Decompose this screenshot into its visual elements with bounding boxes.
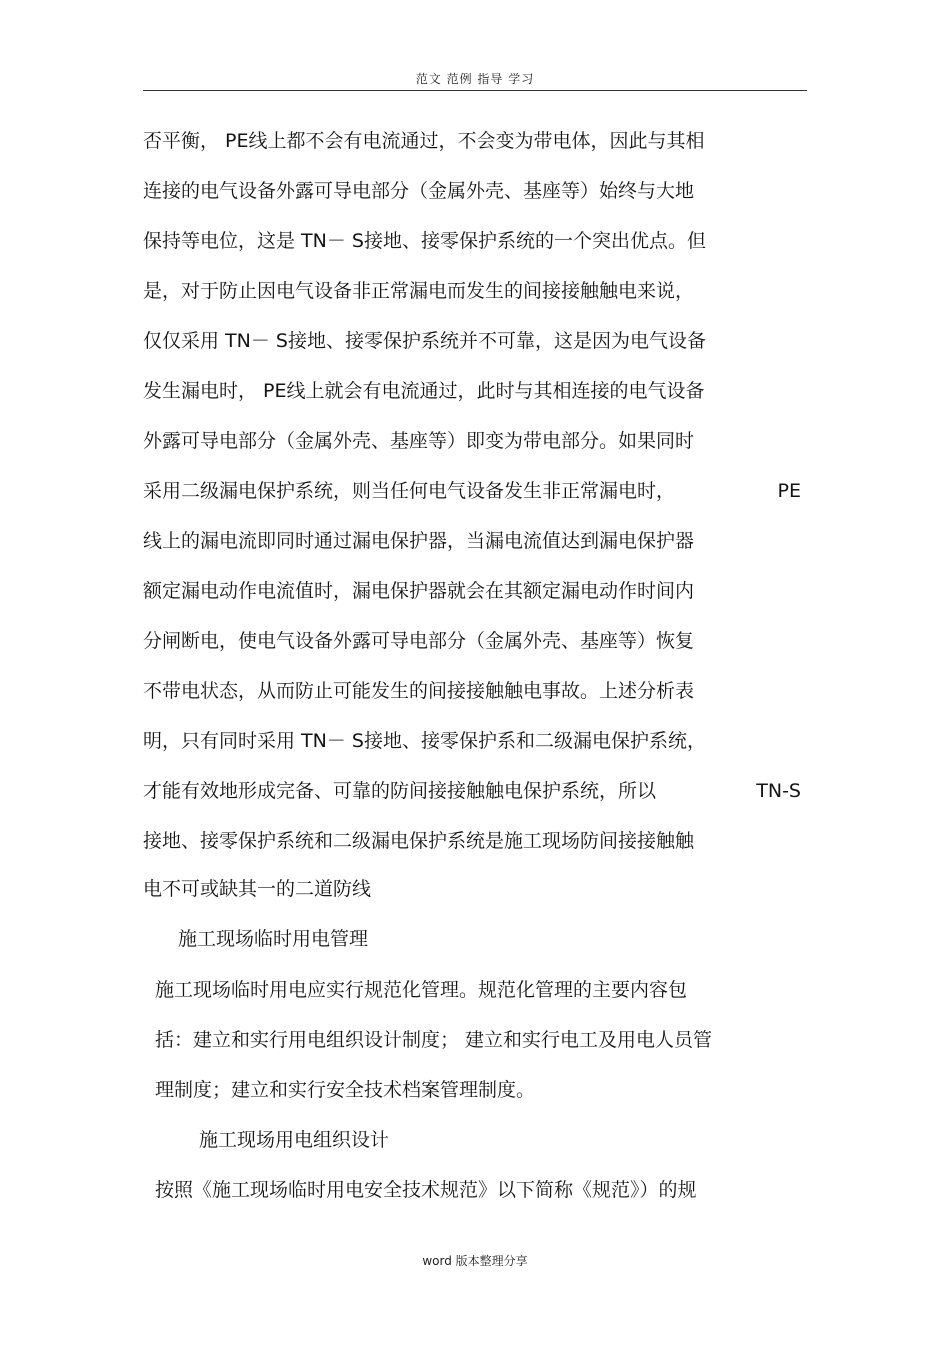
body-line: 线上的漏电流即同时通过漏电保护器，当漏电流值达到漏电保护器 bbox=[143, 530, 695, 552]
body-line-left: 采用二级漏电保护系统，则当任何电气设备发生非正常漏电时， bbox=[143, 480, 676, 502]
body-line: 电不可或缺其一的二道防线 bbox=[143, 878, 372, 900]
body-line: 连接的电气设备外露可导电部分（金属外壳、基座等）始终与大地 bbox=[143, 180, 695, 202]
body-line-left: 才能有效地形成完备、可靠的防间接接触触电保护系统，所以 bbox=[143, 780, 657, 802]
body-line: 外露可导电部分（金属外壳、基座等）即变为带电部分。如果同时 bbox=[143, 430, 695, 452]
body-line: 施工现场临时用电应实行规范化管理。规范化管理的主要内容包 bbox=[155, 979, 688, 1001]
page-footer: word 版本整理分享 bbox=[422, 1254, 528, 1268]
body-line: 否平衡， PE线上都不会有电流通过，不会变为带电体，因此与其相 bbox=[143, 130, 705, 152]
body-line: 额定漏电动作电流值时，漏电保护器就会在其额定漏电动作时间内 bbox=[143, 580, 695, 602]
body-line-right: PE bbox=[777, 480, 801, 502]
body-line: 按照《施工现场临时用电安全技术规范》以下简称《规范》）的规 bbox=[155, 1179, 697, 1201]
body-line: 接地、接零保护系统和二级漏电保护系统是施工现场防间接接触触 bbox=[143, 830, 695, 852]
body-line: 括：建立和实行用电组织设计制度； 建立和实行电工及用电人员管 bbox=[155, 1029, 713, 1051]
page-header: 范文 范例 指导 学习 bbox=[415, 72, 535, 86]
body-line: 理制度；建立和实行安全技术档案管理制度。 bbox=[155, 1079, 536, 1101]
body-line-split bbox=[143, 778, 807, 804]
body-line: 仅仅采用 TN－ S接地、接零保护系统并不可靠，这是因为电气设备 bbox=[143, 330, 706, 352]
body-line: 是，对于防止因电气设备非正常漏电而发生的间接接触触电来说， bbox=[143, 280, 695, 302]
header-divider bbox=[143, 90, 807, 91]
section-heading: 施工现场用电组织设计 bbox=[199, 1129, 390, 1151]
body-line: 发生漏电时， PE线上就会有电流通过，此时与其相连接的电气设备 bbox=[143, 380, 705, 402]
body-line-right: TN-S bbox=[756, 780, 801, 802]
body-line: 分闸断电，使电气设备外露可导电部分（金属外壳、基座等）恢复 bbox=[143, 630, 695, 652]
body-line: 保持等电位，这是 TN－ S接地、接零保护系统的一个突出优点。但 bbox=[143, 230, 706, 252]
body-line-split bbox=[143, 478, 807, 504]
body-line: 不带电状态，从而防止可能发生的间接接触触电事故。上述分析表 bbox=[143, 680, 695, 702]
body-line: 明，只有同时采用 TN－ S接地、接零保护系和二级漏电保护系统， bbox=[143, 730, 706, 752]
section-heading: 施工现场临时用电管理 bbox=[178, 928, 369, 950]
